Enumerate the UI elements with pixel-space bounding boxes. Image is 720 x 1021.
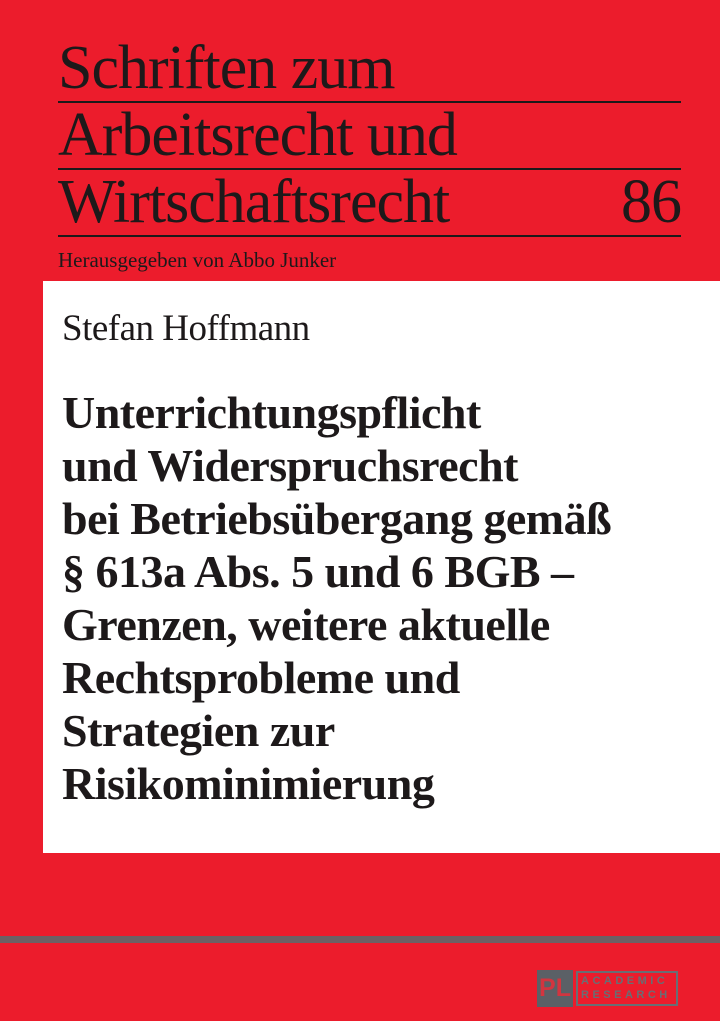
author-name: Stefan Hoffmann: [62, 308, 310, 349]
publisher-logo-word-2: RESEARCH: [581, 989, 671, 1001]
series-title-line-3: [58, 170, 681, 237]
book-title-line: Grenzen, weitere aktuelle: [62, 599, 550, 650]
book-title-line: bei Betriebsübergang gemäß: [62, 493, 612, 544]
book-title-line: und Widerspruchsrecht: [62, 440, 518, 491]
book-title-line: Risikominimierung: [62, 758, 435, 809]
publisher-logo: [537, 970, 678, 1007]
publisher-logo-monogram-icon: PL: [537, 970, 573, 1007]
series-editor-line: Herausgegeben von Abbo Junker: [58, 248, 337, 272]
series-header: [58, 36, 681, 272]
footer-divider-stripe: [0, 936, 720, 943]
series-title-line-2: Arbeitsrecht und: [58, 103, 681, 170]
book-title-line: Unterrichtungspflicht: [62, 387, 481, 438]
title-panel: [43, 281, 720, 853]
book-title-line: Strategien zur: [62, 705, 335, 756]
publisher-logo-word-1: ACADEMIC: [581, 975, 669, 987]
book-title-line: Rechtsprobleme und: [62, 652, 460, 703]
series-volume-number: 86: [621, 168, 681, 236]
series-title-text: Wirtschaftsrecht: [58, 168, 450, 236]
book-title-line: § 613a Abs. 5 und 6 BGB –: [62, 546, 574, 597]
book-title: [43, 386, 720, 810]
series-title-line-1: Schriften zum: [58, 36, 681, 103]
publisher-logo-wordmark: [576, 971, 678, 1006]
